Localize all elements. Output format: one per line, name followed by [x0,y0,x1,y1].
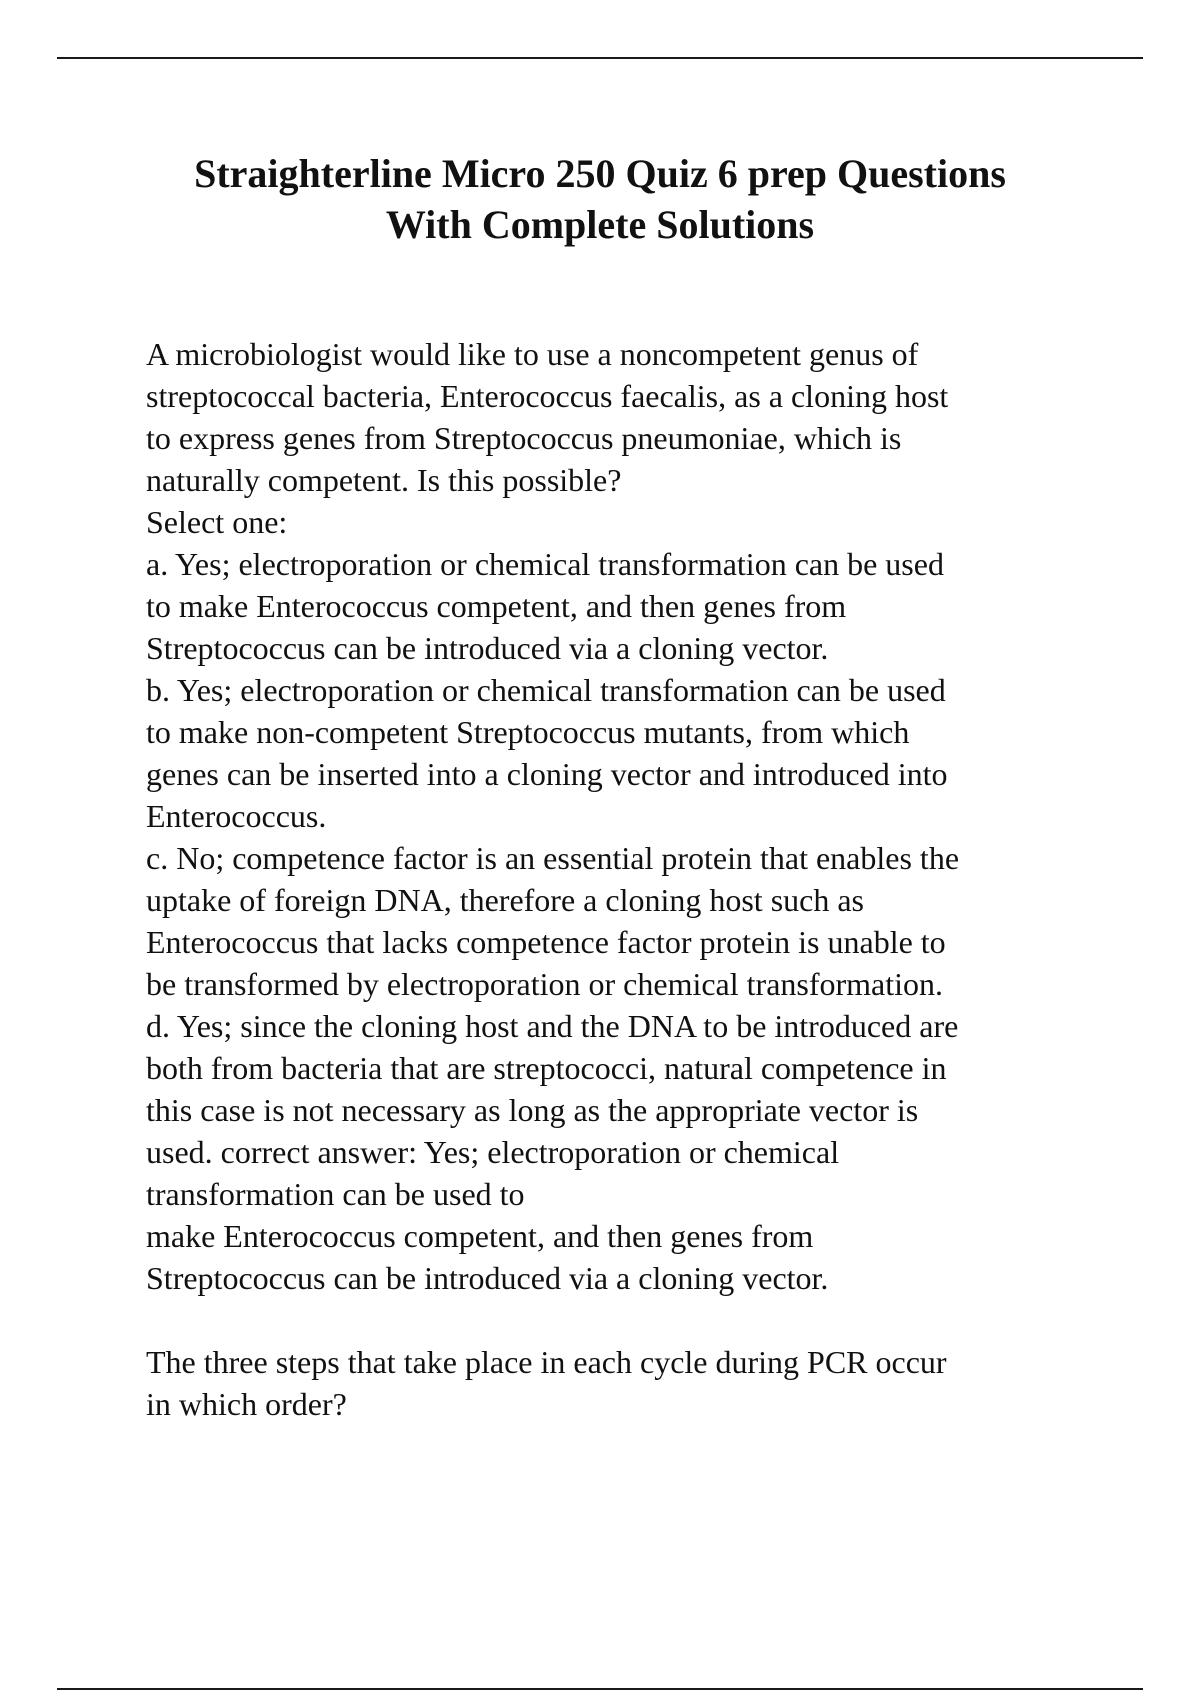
question-1 [146,333,1146,1299]
text-line: Enterococcus that lacks competence factor protein is unable to [146,924,946,960]
correct-answer [146,1173,1146,1299]
text-line: in which order? [146,1386,347,1422]
text-line: Streptococcus can be introduced via a cloning vector. [146,630,829,666]
question-1-stem [146,333,1146,501]
text-line: naturally competent. Is this possible? [146,462,622,498]
select-instruction: Select one: [146,504,288,540]
text-line: genes can be inserted into a cloning vector and introduced into [146,756,948,792]
text-line: a. Yes; electroporation or chemical transformation can be used [146,546,944,582]
text-line: A microbiologist would like to use a noncompetent genus of [146,336,919,372]
text-line: Enterococcus. [146,798,327,834]
question-2 [146,1341,1146,1425]
text-line: to make non-competent Streptococcus mutants, from which [146,714,910,750]
text-line: to make Enterococcus competent, and then genes from [146,588,847,624]
paragraph-gap [146,1299,1146,1341]
top-rule [57,57,1143,59]
text-line: c. No; competence factor is an essential protein that enables the [146,840,960,876]
text-line: this case is not necessary as long as the appropriate vector is [146,1092,919,1128]
text-line: to express genes from Streptococcus pneumoniae, which is [146,420,902,456]
text-line: b. Yes; electroporation or chemical transformation can be used [146,672,946,708]
bottom-rule [57,1688,1143,1690]
text-line: The three steps that take place in each cycle during PCR occur [146,1344,947,1380]
option-a [146,543,1146,669]
text-line: both from bacteria that are streptococci, natural competence in [146,1050,947,1086]
document-title [100,148,1100,250]
text-line: uptake of foreign DNA, therefore a cloning host such as [146,882,864,918]
document-body [146,333,1146,1425]
option-d [146,1005,1146,1173]
text-line: streptococcal bacteria, Enterococcus faecalis, as a cloning host [146,378,949,414]
text-line: d. Yes; since the cloning host and the DNA to be introduced are [146,1008,959,1044]
title-line-2: With Complete Solutions [385,202,815,247]
text-line: Streptococcus can be introduced via a cloning vector. [146,1260,829,1296]
text-line: be transformed by electroporation or chemical transformation. [146,966,944,1002]
text-line: transformation can be used to [146,1176,525,1212]
title-line-1: Straighterline Micro 250 Quiz 6 prep Questions [194,151,1006,196]
option-c [146,837,1146,1005]
text-line: used. correct answer: Yes; electroporation or chemical [146,1134,840,1170]
option-b [146,669,1146,837]
text-line: make Enterococcus competent, and then genes from [146,1218,814,1254]
